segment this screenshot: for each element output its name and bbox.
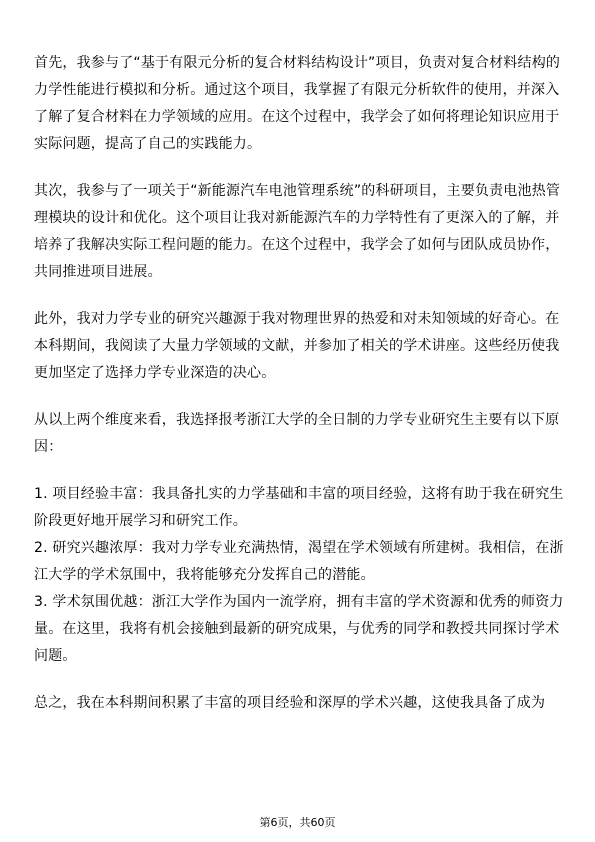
document-body — [34, 50, 564, 717]
paragraph-research-interest: 此外，我对力学专业的研究兴趣源于我对物理世界的热爱和对未知领域的好奇心。在本科期间，我阅读了大量力学领域的文献，并参加了相关的学术讲座。这些经历使我更加坚定了选择力学专业深造的决心。 — [34, 311, 560, 381]
paragraph-reasons-intro: 从以上两个维度来看，我选择报考浙江大学的全日制的力学专业研究生主要有以下原因： — [34, 412, 560, 455]
list-item: 2. 研究兴趣浓厚：我对力学专业充满热情，渴望在学术领域有所建树。我相信，在浙江大学的学术氛围中，我将能够充分发挥自己的潜能。 — [34, 540, 564, 583]
page-number: 第6页，共60页 — [259, 816, 336, 829]
list-item: 3. 学术氛围优越：浙江大学作为国内一流学府，拥有丰富的学术资源和优秀的师资力量。在这里，我将有机会接触到最新的研究成果，与优秀的同学和教授共同探讨学术问题。 — [34, 594, 564, 664]
reasons-list — [34, 481, 564, 670]
paragraph-project-composite: 首先，我参与了“基于有限元分析的复合材料结构设计”项目，负责对复合材料结构的力学性能进行模拟和分析。通过这个项目，我掌握了有限元分析软件的使用，并深入了解了复合材料在力学领域的应用。在这个过程中，我学会了如何将理论知识应用于实际问题，提高了自己的实践能力。 — [34, 55, 561, 152]
paragraph-project-battery: 其次，我参与了一项关于“新能源汽车电池管理系统”的科研项目，主要负责电池热管理模块的设计和优化。这个项目让我对新能源汽车的力学特性有了更深入的了解，并培养了我解决实际工程问题的能力。在这个过程中，我学会了如何与团队成员协作，共同推进项目进展。 — [34, 183, 561, 280]
list-item: 1. 项目经验丰富：我具备扎实的力学基础和丰富的项目经验，这将有助于我在研究生阶段更好地开展学习和研究工作。 — [34, 486, 564, 529]
paragraph-conclusion: 总之，我在本科期间积累了丰富的项目经验和深厚的学术兴趣，这使我具备了成为 — [34, 695, 546, 711]
